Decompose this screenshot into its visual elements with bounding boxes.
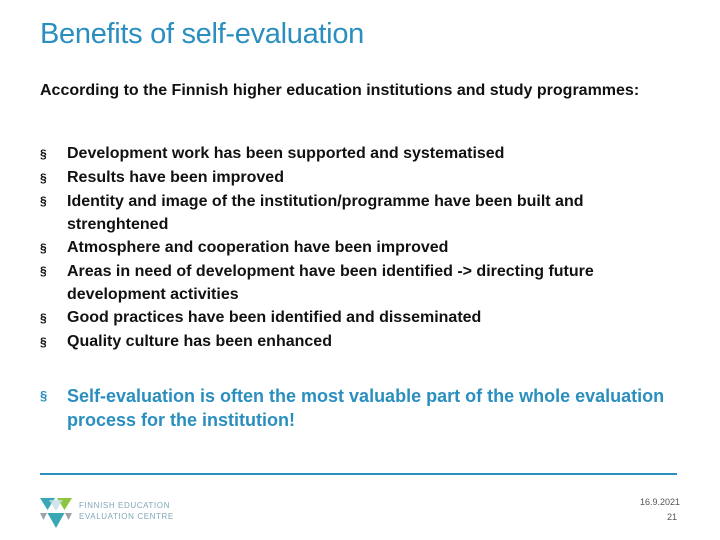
footer-divider bbox=[40, 473, 677, 475]
slide-title: Benefits of self-evaluation bbox=[40, 18, 364, 50]
bullet-icon: § bbox=[40, 194, 47, 208]
highlight-text: Self-evaluation is often the most valuable part of the whole evaluation process for the institution! bbox=[67, 386, 665, 430]
footer-date: 16.9.2021 bbox=[639, 497, 680, 507]
bullet-icon: § bbox=[40, 311, 47, 325]
bullet-icon: § bbox=[40, 147, 47, 161]
highlight-statement bbox=[40, 384, 680, 432]
list-item bbox=[40, 260, 680, 306]
list-item bbox=[40, 236, 680, 260]
bullet-icon: § bbox=[40, 264, 47, 278]
list-item bbox=[40, 190, 680, 236]
organization-logo-text bbox=[79, 500, 174, 522]
list-item-text: Identity and image of the institution/programme have been built and strenghtened bbox=[67, 193, 584, 233]
logo-line-1: FINNISH EDUCATION bbox=[79, 501, 170, 510]
list-item-text: Quality culture has been enhanced bbox=[67, 333, 332, 350]
list-item bbox=[40, 330, 680, 354]
bullet-icon: § bbox=[40, 335, 47, 349]
bullet-icon: § bbox=[40, 388, 48, 403]
bullet-icon: § bbox=[40, 241, 47, 255]
list-item bbox=[40, 142, 680, 166]
logo-line-2: EVALUATION CENTRE bbox=[79, 512, 174, 521]
list-item-text: Development work has been supported and systematised bbox=[67, 145, 505, 162]
list-item-text: Atmosphere and cooperation have been improved bbox=[67, 239, 449, 256]
benefits-list bbox=[40, 142, 680, 354]
list-item bbox=[40, 166, 680, 190]
list-item-text: Results have been improved bbox=[67, 169, 284, 186]
intro-text: According to the Finnish higher education institutions and study programmes: bbox=[40, 82, 640, 99]
list-item-text: Areas in need of development have been identified -> directing future development activities bbox=[67, 263, 594, 303]
bullet-icon: § bbox=[40, 171, 47, 185]
karvi-logo-icon bbox=[38, 496, 74, 530]
list-item bbox=[40, 306, 680, 330]
page-number: 21 bbox=[666, 512, 677, 522]
list-item-text: Good practices have been identified and disseminated bbox=[67, 309, 482, 326]
